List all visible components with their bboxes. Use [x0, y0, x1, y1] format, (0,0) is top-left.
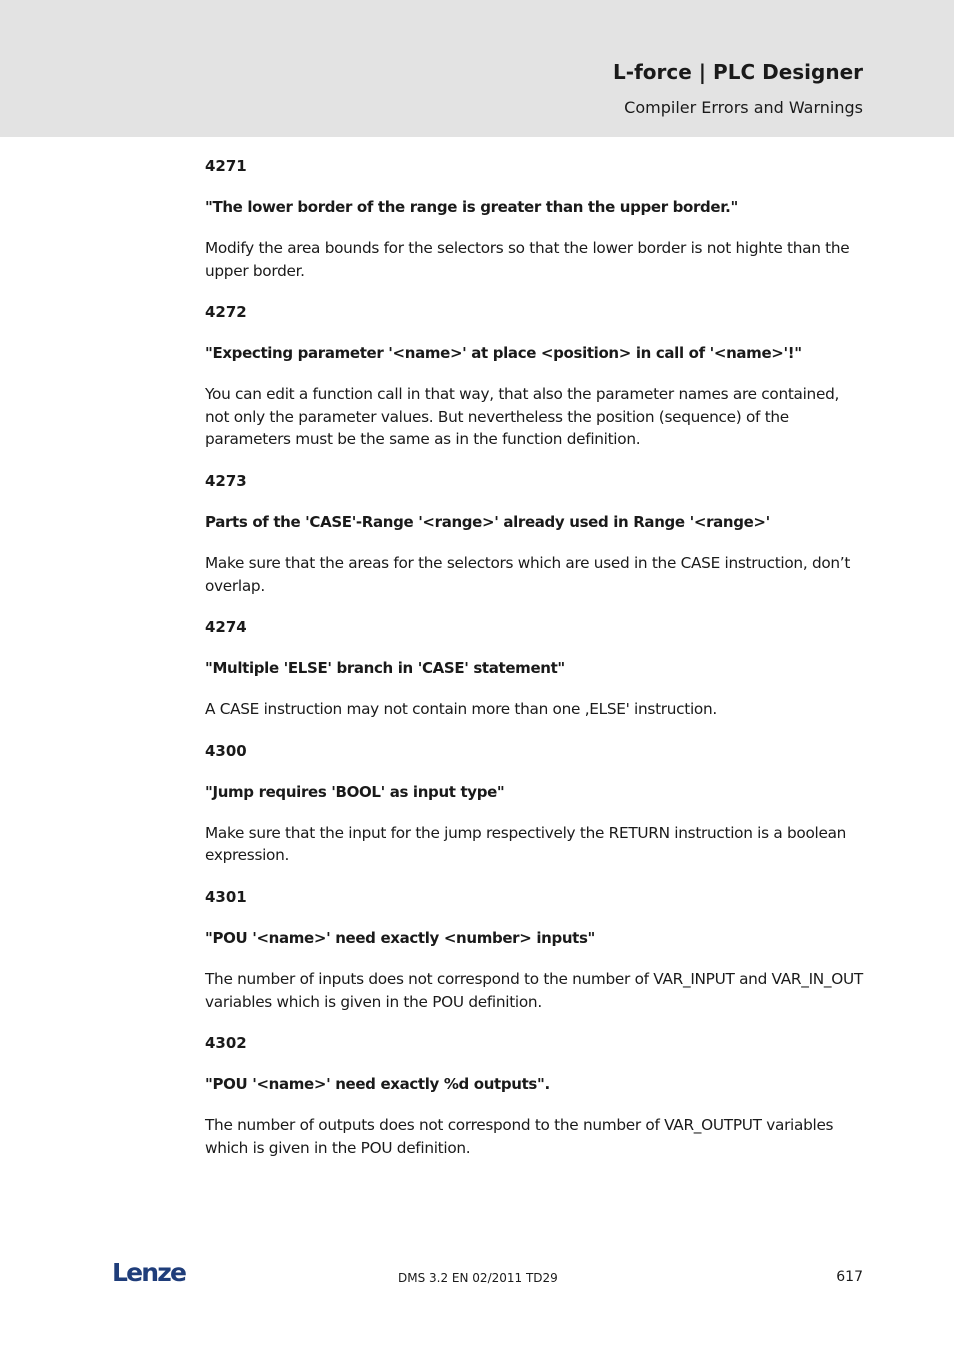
error-entry-4271 [205, 155, 865, 282]
error-title: "POU '<name>' need exactly <number> inputs" [205, 928, 596, 947]
header-title: L-force | PLC Designer [613, 60, 863, 84]
error-description: You can edit a function call in that way, that also the parameter names are contained, not only the parameter values. But nevertheless the position (sequence) of the parameters must be the same as in the function definition. [205, 385, 840, 449]
error-entry-4302 [205, 1032, 865, 1159]
error-title: "Jump requires 'BOOL' as input type" [205, 782, 505, 801]
error-title: Parts of the 'CASE'-Range '<range>' already used in Range '<range>' [205, 512, 770, 531]
error-description: Modify the area bounds for the selectors so that the lower border is not highte than the upper border. [205, 239, 850, 280]
error-title: "Expecting parameter '<name>' at place <position> in call of '<name>'!" [205, 344, 802, 363]
error-title: "The lower border of the range is greater than the upper border." [205, 198, 738, 216]
error-code: 4273 [205, 471, 247, 490]
error-description: The number of inputs does not correspond to the number of VAR_INPUT and VAR_IN_OUT variables which is given in the POU definition. [205, 969, 863, 1011]
error-entry-4272 [205, 301, 865, 451]
lenze-logo: Lenze [112, 1258, 186, 1287]
error-description: The number of outputs does not correspond to the number of VAR_OUTPUT variables which is given in the POU definition. [205, 1116, 834, 1157]
error-code: 4271 [205, 157, 247, 175]
error-entry-4273 [205, 470, 865, 597]
error-code: 4274 [205, 618, 247, 637]
error-title: "Multiple 'ELSE' branch in 'CASE' statement" [205, 659, 565, 678]
page-header [0, 0, 954, 137]
error-code: 4300 [205, 741, 247, 760]
error-entry-4274 [205, 616, 865, 721]
error-description: Make sure that the input for the jump respectively the RETURN instruction is a boolean expression. [205, 823, 847, 865]
error-title: "POU '<name>' need exactly %d outputs". [205, 1075, 550, 1094]
page-number: 617 [836, 1269, 863, 1285]
main-content [205, 155, 865, 1178]
document-reference: DMS 3.2 EN 02/2011 TD29 [398, 1271, 558, 1285]
error-description: A CASE instruction may not contain more than one ‚ELSE' instruction. [205, 700, 717, 719]
error-entry-4301 [205, 886, 865, 1013]
error-code: 4302 [205, 1034, 247, 1053]
error-code: 4272 [205, 303, 247, 322]
error-code: 4301 [205, 887, 247, 906]
error-description: Make sure that the areas for the selectors which are used in the CASE instruction, don’t overlap. [205, 553, 851, 595]
header-subtitle: Compiler Errors and Warnings [624, 98, 863, 117]
error-entry-4300 [205, 740, 865, 867]
